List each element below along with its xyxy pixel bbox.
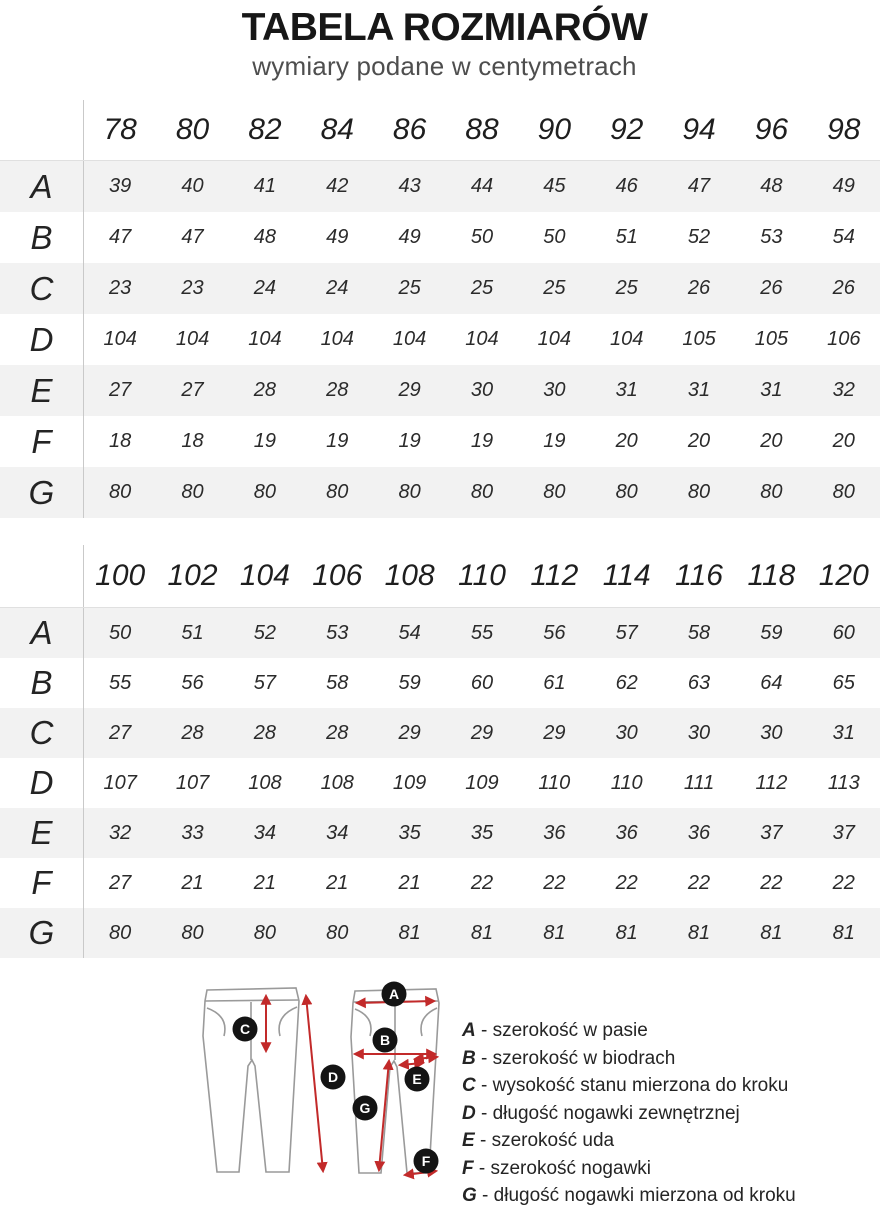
size-header-cell: 112	[530, 559, 579, 592]
value-cell: 65	[832, 671, 855, 694]
value-cell: 25	[398, 277, 421, 299]
value-cell: 57	[615, 621, 638, 644]
value-cell: 31	[760, 379, 783, 401]
legend-item-b	[462, 1045, 796, 1073]
value-cell: 49	[398, 226, 421, 248]
value-cell: 56	[181, 671, 204, 694]
value-cell: 58	[326, 671, 349, 694]
value-cell: 61	[543, 671, 566, 694]
legend-item-e	[462, 1127, 796, 1155]
value-cell: 29	[398, 721, 421, 744]
value-cell: 55	[470, 621, 494, 644]
value-cell: 21	[398, 871, 421, 894]
row-label: C	[0, 708, 84, 758]
value-cell: 45	[543, 175, 566, 197]
measure-badge-d-icon	[321, 1065, 346, 1090]
value-cell: 58	[687, 621, 711, 644]
measure-row-a	[0, 161, 880, 212]
measure-row-c	[0, 263, 880, 314]
value-cell: 52	[687, 226, 711, 248]
value-cell: 26	[760, 277, 783, 299]
value-cell: 80	[470, 481, 494, 503]
corner-cell	[0, 545, 84, 607]
value-cell: 105	[754, 328, 789, 350]
value-cell: 63	[687, 671, 711, 694]
value-cell: 47	[181, 226, 204, 248]
value-cell: 42	[326, 175, 349, 197]
value-cell: 104	[465, 328, 499, 350]
value-cell: 22	[470, 871, 494, 894]
pants-front-left-icon	[203, 988, 299, 1172]
measure-row-b	[0, 658, 880, 708]
measure-row-c	[0, 708, 880, 758]
value-cell: 21	[326, 871, 349, 894]
value-cell: 81	[687, 921, 711, 944]
size-header-cell: 94	[682, 113, 716, 146]
value-cell: 108	[320, 771, 354, 794]
svg-text:C: C	[239, 1021, 251, 1037]
value-cell: 107	[103, 771, 137, 794]
value-cell: 49	[832, 175, 855, 197]
value-cell: 28	[253, 721, 277, 744]
value-cell: 21	[181, 871, 204, 894]
value-cell: 25	[470, 277, 494, 299]
value-cell: 51	[615, 226, 638, 248]
size-header-cell: 86	[392, 113, 427, 146]
value-cell: 80	[109, 481, 132, 503]
value-cell: 26	[832, 277, 855, 299]
measure-row-e	[0, 365, 880, 416]
value-cell: 28	[326, 721, 349, 744]
row-label: E	[0, 365, 84, 416]
value-cell: 36	[687, 821, 711, 844]
legend-desc: - szerokość nogawki	[473, 1157, 652, 1179]
size-header-cell: 106	[312, 559, 363, 592]
value-cell: 47	[687, 175, 711, 197]
value-cell: 59	[760, 621, 783, 644]
value-cell: 106	[827, 328, 861, 350]
value-cell: 112	[755, 771, 788, 794]
value-cell: 28	[253, 379, 277, 401]
value-cell: 60	[832, 621, 855, 644]
svg-text:F: F	[421, 1153, 431, 1169]
value-cell: 105	[682, 328, 716, 350]
value-cell: 108	[248, 771, 282, 794]
size-header-cell: 92	[610, 113, 644, 146]
value-cell: 22	[832, 871, 855, 894]
value-cell: 81	[470, 921, 494, 944]
value-cell: 24	[253, 277, 277, 299]
measure-badge-f-icon	[414, 1149, 439, 1174]
value-cell: 37	[832, 821, 855, 844]
value-cell: 25	[543, 277, 566, 299]
row-label: A	[0, 161, 84, 212]
measure-row-g	[0, 467, 880, 518]
value-cell: 62	[615, 671, 638, 694]
size-header-cell: 104	[239, 559, 290, 592]
value-cell: 81	[615, 921, 638, 944]
measure-row-a	[0, 608, 880, 658]
value-cell: 22	[687, 871, 711, 894]
value-cell: 59	[398, 671, 421, 694]
size-header-cell: 118	[747, 559, 796, 592]
legend-key: E	[462, 1130, 475, 1151]
value-cell: 80	[326, 481, 349, 503]
page-title: TABELA ROZMIARÓW	[241, 6, 648, 49]
value-cell: 35	[398, 821, 421, 844]
value-cell: 60	[470, 671, 494, 694]
size-header-cell: 82	[248, 113, 282, 146]
value-cell: 50	[109, 621, 132, 644]
value-cell: 28	[326, 379, 349, 401]
row-label: A	[0, 608, 84, 658]
value-cell: 80	[615, 481, 638, 503]
measure-badge-a-icon	[382, 982, 407, 1007]
value-cell: 18	[109, 430, 132, 452]
value-cell: 19	[398, 430, 421, 452]
value-cell: 110	[538, 771, 571, 794]
value-cell: 37	[760, 821, 783, 844]
legend-key: B	[462, 1047, 476, 1069]
measure-badge-g-icon	[353, 1096, 378, 1121]
value-cell: 104	[320, 328, 354, 350]
legend-key: G	[462, 1185, 477, 1206]
value-cell: 46	[615, 175, 638, 197]
value-cell: 20	[760, 430, 783, 452]
measure-badge-e-icon	[405, 1067, 430, 1092]
measure-rows	[0, 160, 880, 518]
value-cell: 29	[470, 721, 494, 744]
size-table-78-98	[0, 100, 880, 518]
value-cell: 24	[326, 277, 349, 299]
value-cell: 53	[326, 621, 349, 644]
value-cell: 27	[109, 721, 132, 744]
value-cell: 104	[103, 328, 137, 350]
value-cell: 104	[175, 328, 210, 350]
value-cell: 55	[109, 671, 132, 694]
size-header-cell: 80	[175, 113, 210, 146]
size-header-cell: 110	[458, 559, 506, 592]
row-label: G	[0, 467, 84, 518]
value-cell: 50	[543, 226, 566, 248]
size-header-row	[0, 545, 880, 607]
value-cell: 43	[398, 175, 421, 197]
value-cell: 31	[832, 721, 855, 744]
svg-text:G: G	[359, 1100, 371, 1116]
value-cell: 107	[175, 771, 210, 794]
value-cell: 20	[832, 430, 855, 452]
legend-item-g	[462, 1182, 796, 1210]
value-cell: 80	[181, 481, 204, 503]
size-header-cell: 78	[103, 113, 137, 146]
value-cell: 19	[470, 430, 494, 452]
value-cell: 32	[109, 821, 132, 844]
value-cell: 80	[687, 481, 711, 503]
legend-item-a	[462, 1017, 796, 1045]
value-cell: 104	[248, 328, 282, 350]
value-cell: 47	[109, 226, 132, 248]
measure-legend	[462, 1017, 796, 1210]
svg-text:B: B	[379, 1032, 391, 1048]
value-cell: 27	[181, 379, 204, 401]
value-cell: 29	[398, 379, 421, 401]
legend-item-f	[462, 1155, 796, 1183]
value-cell: 28	[181, 721, 204, 744]
value-cell: 80	[109, 921, 132, 944]
value-cell: 36	[615, 821, 638, 844]
legend-item-d	[462, 1100, 796, 1128]
value-cell: 22	[760, 871, 783, 894]
size-header-cell: 96	[754, 113, 789, 146]
size-header-row	[0, 100, 880, 160]
value-cell: 25	[615, 277, 638, 299]
value-cell: 40	[181, 175, 204, 197]
value-cell: 50	[470, 226, 494, 248]
value-cell: 30	[615, 721, 638, 744]
value-cell: 29	[543, 721, 566, 744]
row-label: E	[0, 808, 84, 858]
value-cell: 30	[543, 379, 566, 401]
measure-row-e	[0, 808, 880, 858]
value-cell: 48	[760, 175, 783, 197]
row-label: F	[0, 858, 84, 908]
row-label: D	[0, 314, 84, 365]
value-cell: 34	[326, 821, 349, 844]
pants-measurement-diagram	[193, 981, 447, 1189]
size-header-cell: 108	[384, 559, 435, 592]
value-cell: 32	[832, 379, 855, 401]
measure-row-d	[0, 314, 880, 365]
measure-row-g	[0, 908, 880, 958]
value-cell: 113	[827, 771, 860, 794]
value-cell: 48	[253, 226, 277, 248]
value-cell: 109	[465, 771, 499, 794]
page-header	[0, 6, 889, 82]
legend-desc: - długość nogawki mierzona od kroku	[476, 1185, 796, 1206]
value-cell: 80	[253, 921, 277, 944]
value-cell: 104	[537, 328, 572, 350]
value-cell: 20	[687, 430, 711, 452]
size-header-cell: 98	[827, 113, 861, 146]
value-cell: 21	[253, 871, 277, 894]
measure-badge-b-icon	[373, 1028, 398, 1053]
value-cell: 18	[181, 430, 204, 452]
legend-key: D	[462, 1102, 476, 1124]
value-cell: 23	[109, 277, 132, 299]
value-cell: 54	[832, 226, 855, 248]
value-cell: 80	[253, 481, 277, 503]
value-cell: 27	[109, 871, 132, 894]
value-cell: 49	[326, 226, 349, 248]
value-cell: 30	[470, 379, 494, 401]
measure-row-b	[0, 212, 880, 263]
size-header-cell: 88	[465, 113, 499, 146]
legend-desc: - szerokość uda	[474, 1130, 615, 1151]
legend-desc: - długość nogawki zewnętrznej	[475, 1102, 740, 1124]
value-cell: 56	[543, 621, 566, 644]
measure-row-f	[0, 416, 880, 467]
value-cell: 31	[615, 379, 638, 401]
svg-text:A: A	[388, 986, 400, 1002]
legend-key: A	[462, 1020, 476, 1041]
value-cell: 80	[326, 921, 349, 944]
value-cell: 34	[253, 821, 277, 844]
legend-desc: - wysokość stanu mierzona do kroku	[475, 1075, 789, 1096]
value-cell: 81	[832, 921, 855, 944]
size-header-cell: 100	[95, 559, 146, 592]
value-cell: 104	[392, 328, 427, 350]
value-cell: 23	[181, 277, 204, 299]
size-header-cell: 102	[167, 559, 218, 592]
value-cell: 80	[543, 481, 566, 503]
row-label: G	[0, 908, 84, 958]
size-header-cell: 116	[675, 559, 723, 592]
row-label: B	[0, 658, 84, 708]
value-cell: 81	[398, 921, 421, 944]
measure-rows	[0, 607, 880, 958]
size-header-cell: 84	[320, 113, 354, 146]
value-cell: 81	[543, 921, 566, 944]
value-cell: 31	[687, 379, 711, 401]
legend-key: F	[462, 1157, 474, 1179]
legend-desc: - szerokość w biodrach	[475, 1047, 676, 1069]
value-cell: 30	[687, 721, 711, 744]
value-cell: 80	[398, 481, 421, 503]
value-cell: 22	[543, 871, 566, 894]
value-cell: 30	[760, 721, 783, 744]
value-cell: 44	[470, 175, 494, 197]
value-cell: 41	[253, 175, 277, 197]
value-cell: 80	[760, 481, 783, 503]
row-label: B	[0, 212, 84, 263]
corner-cell	[0, 100, 84, 160]
measure-row-f	[0, 858, 880, 908]
value-cell: 22	[615, 871, 638, 894]
value-cell: 80	[832, 481, 855, 503]
value-cell: 33	[181, 821, 204, 844]
size-header-cell: 120	[818, 559, 869, 592]
legend-item-c	[462, 1072, 796, 1100]
svg-text:D: D	[327, 1069, 339, 1085]
legend-desc: - szerokość w pasie	[475, 1020, 648, 1041]
value-cell: 54	[398, 621, 421, 644]
value-cell: 51	[181, 621, 204, 644]
value-cell: 19	[253, 430, 277, 452]
size-table-100-120	[0, 545, 880, 958]
svg-text:E: E	[412, 1071, 422, 1087]
value-cell: 39	[109, 175, 132, 197]
value-cell: 80	[181, 921, 204, 944]
value-cell: 109	[392, 771, 427, 794]
measure-row-d	[0, 758, 880, 808]
size-header-cell: 90	[537, 113, 572, 146]
value-cell: 53	[760, 226, 783, 248]
arrow-d	[306, 996, 323, 1171]
value-cell: 35	[470, 821, 494, 844]
value-cell: 104	[610, 328, 644, 350]
value-cell: 19	[543, 430, 566, 452]
measure-badge-c-icon	[233, 1017, 258, 1042]
row-label: F	[0, 416, 84, 467]
size-header-cell: 114	[602, 559, 651, 592]
value-cell: 64	[760, 671, 783, 694]
value-cell: 110	[610, 771, 643, 794]
value-cell: 111	[683, 771, 715, 794]
value-cell: 26	[687, 277, 711, 299]
value-cell: 20	[615, 430, 638, 452]
value-cell: 19	[326, 430, 349, 452]
page-subtitle: wymiary podane w centymetrach	[252, 51, 637, 81]
value-cell: 81	[760, 921, 783, 944]
row-label: C	[0, 263, 84, 314]
value-cell: 52	[253, 621, 277, 644]
legend-key: C	[462, 1075, 476, 1096]
row-label: D	[0, 758, 84, 808]
value-cell: 36	[543, 821, 566, 844]
value-cell: 27	[109, 379, 132, 401]
value-cell: 57	[253, 671, 277, 694]
